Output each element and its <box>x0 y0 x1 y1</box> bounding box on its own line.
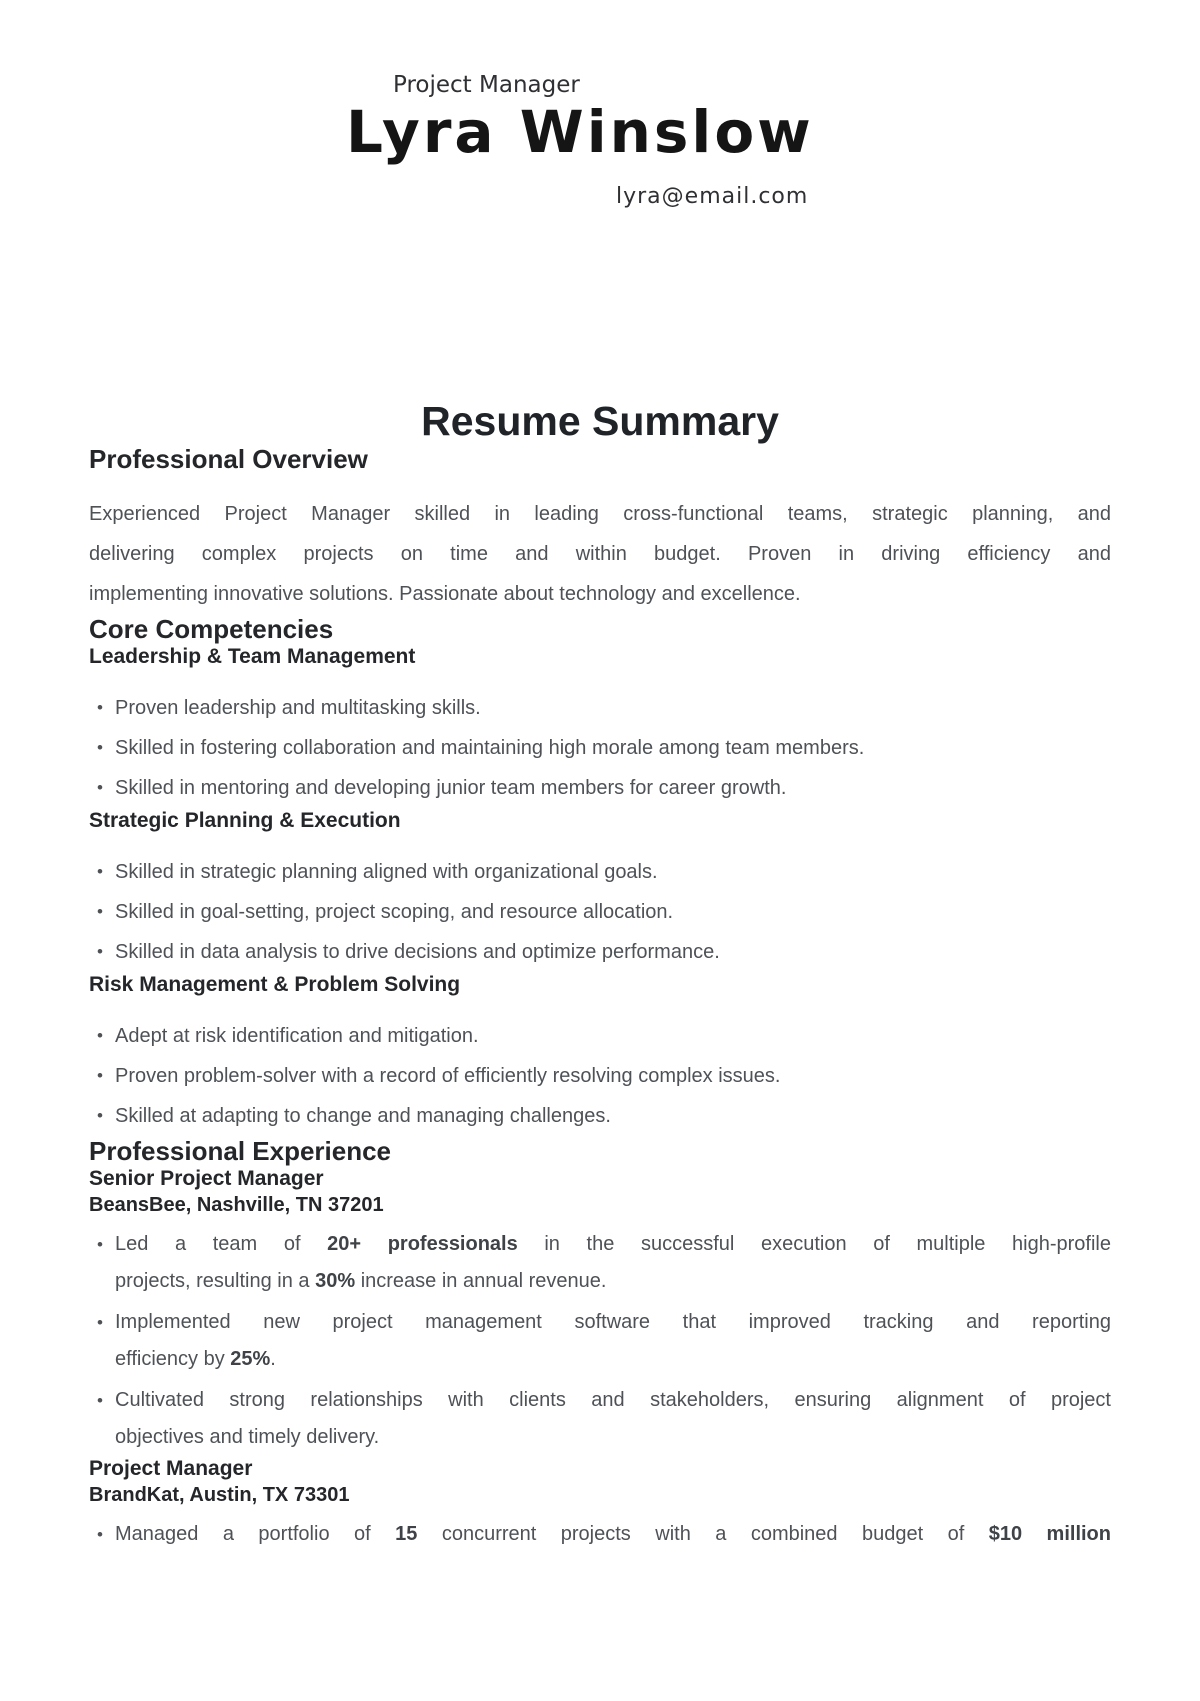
candidate-name: Lyra Winslow <box>346 98 814 166</box>
bullet-line <box>115 1226 1111 1263</box>
paragraph-line: delivering complex projects on time and within budget. Proven in driving efficiency and <box>89 543 1111 565</box>
job-title-tagline: Project Manager <box>393 72 580 98</box>
bullet-item: • Skilled in mentoring and developing junior team members for career growth. <box>89 768 1111 808</box>
bullet-line <box>115 1341 1111 1378</box>
bullet-line <box>115 1419 1111 1456</box>
paragraph-line: implementing innovative solutions. Passionate about technology and excellence. <box>89 583 801 605</box>
document-title: Resume Summary <box>421 398 779 444</box>
text-run: 25% <box>230 1348 271 1370</box>
text-run: 30% <box>315 1270 356 1292</box>
bullet-item <box>89 1382 1111 1456</box>
bullet-item: • Skilled in data analysis to drive decisions and optimize performance. <box>89 932 1111 972</box>
bullet-item: • Proven leadership and multitasking skills. <box>89 688 1111 728</box>
bullet-item: • Skilled in fostering collaboration and maintaining high morale among team members. <box>89 728 1111 768</box>
company-line-brandkat: BrandKat, Austin, TX 73301 <box>89 1484 350 1506</box>
overview-paragraph <box>89 494 1111 614</box>
text-run: objectives and timely delivery. <box>115 1426 380 1448</box>
text-run: . <box>270 1348 276 1370</box>
email-address: lyra@email.com <box>616 184 809 209</box>
text-run: $10 million <box>988 1523 1111 1545</box>
text-run: 15 <box>395 1523 418 1545</box>
job-title-project-manager: Project Manager <box>89 1457 253 1480</box>
group-title-risk-management: Risk Management & Problem Solving <box>89 973 461 996</box>
text-run: concurrent projects with a combined budget of <box>417 1523 989 1545</box>
section-heading-professional-overview: Professional Overview <box>89 444 368 474</box>
resume-header <box>0 0 1200 240</box>
text-run: Managed a portfolio of <box>115 1523 396 1545</box>
text-run: Implemented new project management software that improved tracking and reporting <box>115 1311 1111 1333</box>
company-line-beansbee: BeansBee, Nashville, TN 37201 <box>89 1194 384 1216</box>
section-heading-professional-experience: Professional Experience <box>89 1136 392 1166</box>
text-run: in the successful execution of multiple high-profile <box>517 1233 1111 1255</box>
bullet-item: • Skilled at adapting to change and managing challenges. <box>89 1096 1111 1136</box>
bullet-item <box>89 1516 1111 1553</box>
bullet-item: • Adept at risk identification and mitigation. <box>89 1016 1111 1056</box>
resume-content <box>89 398 1111 1553</box>
bullet-item: • Skilled in goal-setting, project scoping, and resource allocation. <box>89 892 1111 932</box>
paragraph-line: Experienced Project Manager skilled in leading cross-functional teams, strategic planning, and <box>89 503 1111 525</box>
bullet-item: • Proven problem-solver with a record of efficiently resolving complex issues. <box>89 1056 1111 1096</box>
text-run: Cultivated strong relationships with clients and stakeholders, ensuring alignment of project <box>115 1389 1111 1411</box>
leadership-bullet-list <box>89 688 1111 808</box>
text-run: increase in annual revenue. <box>355 1270 607 1292</box>
strategic-bullet-list <box>89 852 1111 972</box>
bullet-item: • Skilled in strategic planning aligned with organizational goals. <box>89 852 1111 892</box>
bullet-item <box>89 1226 1111 1300</box>
text-run: efficiency by <box>115 1348 231 1370</box>
group-title-leadership: Leadership & Team Management <box>89 645 416 668</box>
job-title-senior-project-manager: Senior Project Manager <box>89 1167 324 1190</box>
text-run: 20+ professionals <box>327 1233 518 1255</box>
text-run: projects, resulting in a <box>115 1270 316 1292</box>
risk-bullet-list <box>89 1016 1111 1136</box>
bullet-line <box>115 1263 1111 1300</box>
section-heading-core-competencies: Core Competencies <box>89 614 334 644</box>
bullet-line <box>115 1382 1111 1419</box>
bullet-line <box>115 1304 1111 1341</box>
brandkat-bullet-list <box>89 1516 1111 1553</box>
bullet-line <box>115 1516 1111 1553</box>
bullet-item <box>89 1304 1111 1378</box>
beansbee-bullet-list <box>89 1226 1111 1456</box>
text-run: Led a team of <box>115 1233 328 1255</box>
group-title-strategic-planning: Strategic Planning & Execution <box>89 809 401 832</box>
